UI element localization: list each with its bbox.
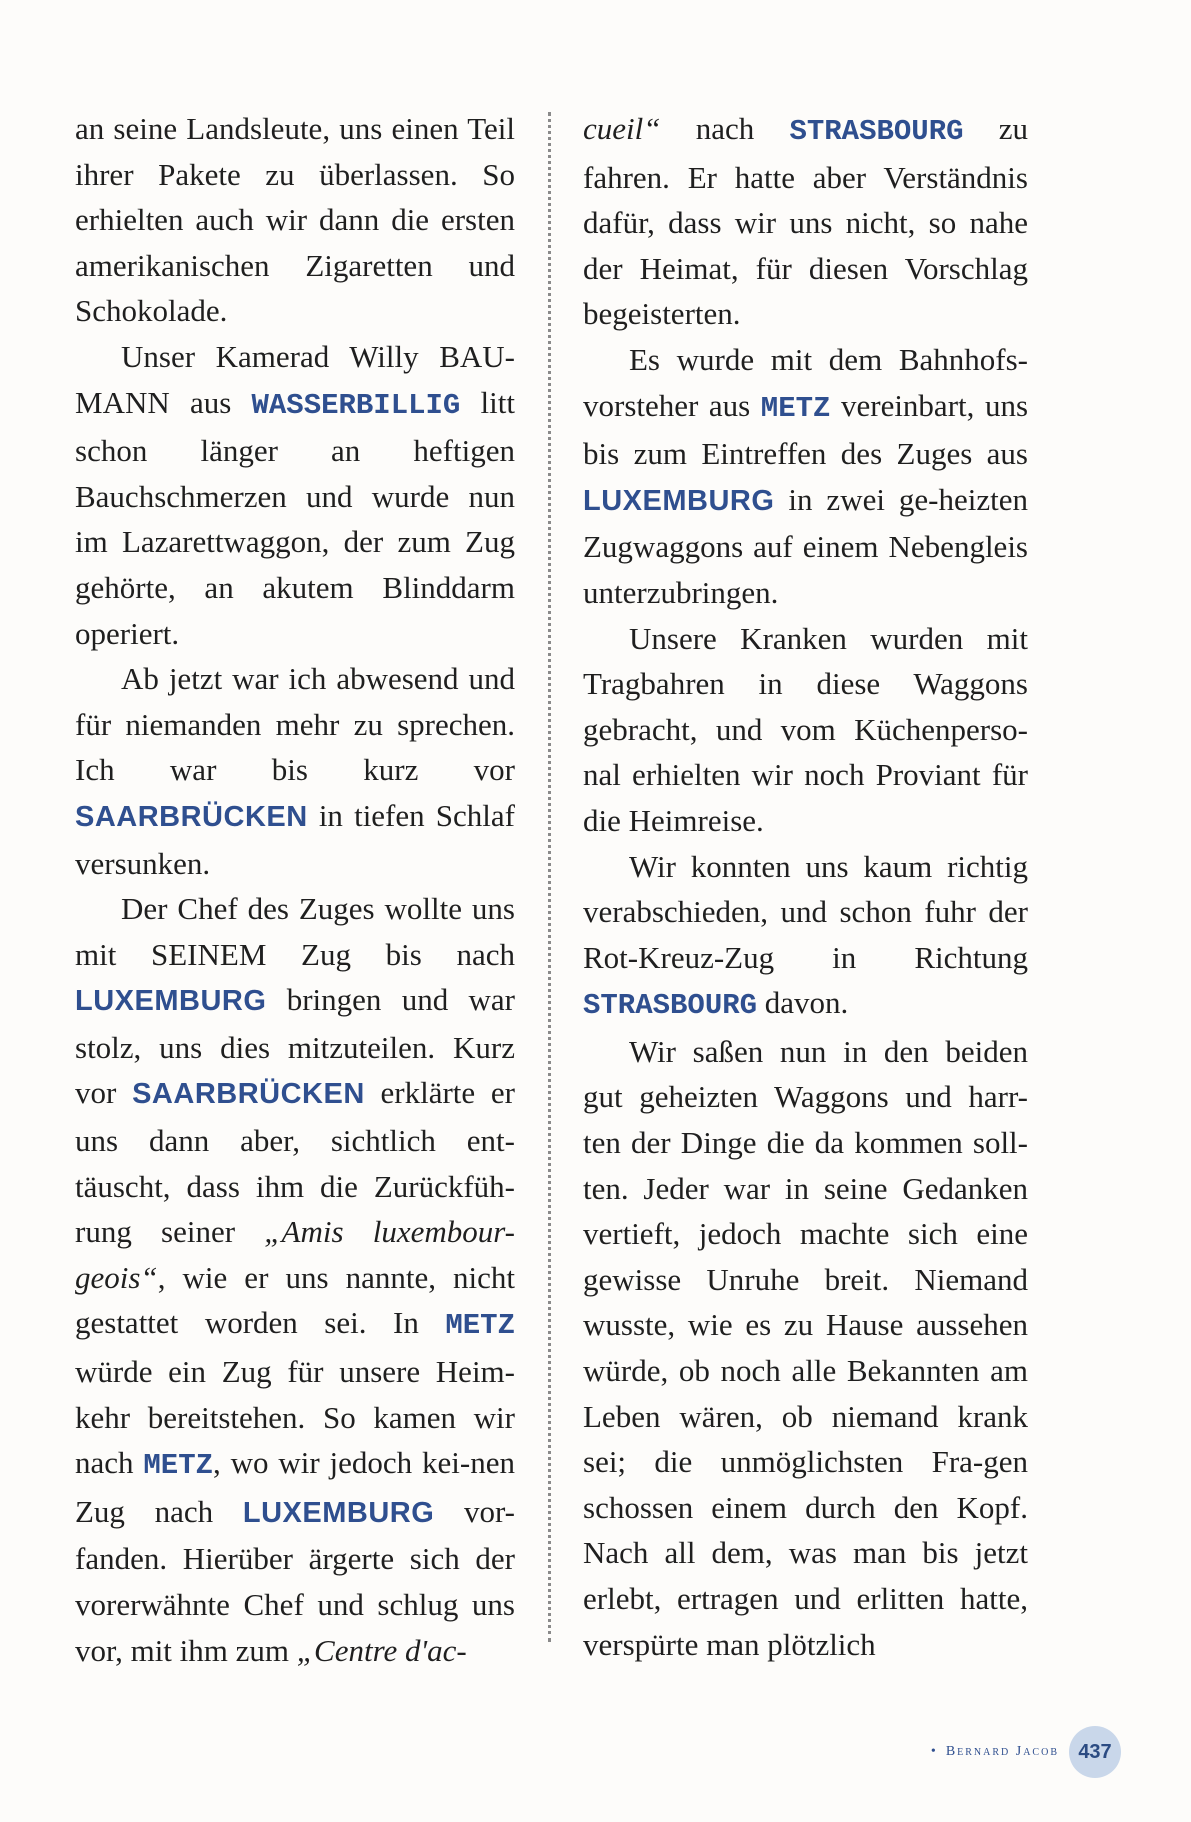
text-run: erklärte er uns dann aber, sichtlich ent-täuscht, dass ihm die Zurückfüh-rung seiner xyxy=(75,1075,516,1250)
paragraph xyxy=(583,1029,1028,1667)
author-name: Bernard Jacob xyxy=(945,1744,1059,1759)
place-name: LUXEMBURG xyxy=(75,985,267,1018)
paragraph xyxy=(583,337,1028,616)
place-name: METZ xyxy=(760,391,831,425)
text-run: davon. xyxy=(757,985,849,1021)
footer-bullet: • xyxy=(930,1744,936,1759)
place-name: LUXEMBURG xyxy=(242,1496,435,1529)
paragraph xyxy=(75,106,515,334)
italic-quote: „Amis luxembour-geois“ xyxy=(75,1214,515,1295)
page-number-badge xyxy=(1069,1726,1121,1778)
paragraph xyxy=(75,886,515,1673)
paragraph xyxy=(583,106,1028,337)
text-run: Ab jetzt war ich abwesend und für niemanden mehr zu sprechen. Ich war bis kurz vor xyxy=(75,661,515,788)
column-divider xyxy=(548,112,551,1642)
page-number: 437 xyxy=(1078,1740,1112,1763)
left-text-column xyxy=(75,106,515,1673)
text-run: litt schon länger an heftigen Bauchschmerzen und wurde nun im Lazarettwaggon, der zum Zug gehörte, an akutem Blinddarm operiert. xyxy=(75,384,515,651)
text-run: Wir saßen nun in den beiden gut geheizten Waggons und harr-ten der Dinge die da kommen soll-ten. Jeder war in seine Gedanken vertieft, jedoch machte sich eine gewisse Unruhe breit. Niemand wusste, wie es zu Hause aussehen würde, ob noch alle Bekannten am Leben wären, ob niemand krank sei; die unmöglichsten Fra-gen schossen einem durch den Kopf. Nach all dem, was man bis jetzt erlebt, ertragen und erlitten hatte, verspürte man plötzlich xyxy=(583,1033,1028,1662)
text-run: an seine Landsleute, uns einen Teil ihrer Pakete zu überlassen. So erhielten auch wir dann die ersten amerikanischen Zigaretten und Schokolade. xyxy=(75,111,515,329)
italic-quote: „Centre d'ac- xyxy=(296,1632,467,1668)
place-name: STRASBOURG xyxy=(583,989,758,1023)
page-footer xyxy=(931,1726,1121,1778)
italic-quote: cueil“ xyxy=(583,111,661,146)
text-run: Unser Kamerad Willy BAU-MANN aus xyxy=(75,338,515,420)
right-text-column xyxy=(583,106,1028,1667)
text-run: zu fahren. Er hatte aber Verständnis dafür, dass wir uns nicht, so nahe der Heimat, für diesen Vorschlag begeisterten. xyxy=(583,111,1028,332)
text-run: in zwei ge-heizten Zugwaggons auf einem Nebengleis unterzubringen. xyxy=(583,481,1028,610)
text-run: Es wurde mit dem Bahnhofs-vorsteher aus xyxy=(583,341,1028,423)
text-run: Unsere Kranken wurden mit Tragbahren in diese Waggons gebracht, und vom Küchenperso-nal erhielten wir noch Proviant für die Heimreise. xyxy=(583,620,1028,838)
place-name: LUXEMBURG xyxy=(583,484,775,517)
place-name: SAARBRÜCKEN xyxy=(75,800,308,833)
text-run: vereinbart, uns bis zum Eintreffen des Zuges aus xyxy=(583,387,1029,472)
text-run: bringen und war stolz, uns dies mitzuteilen. Kurz vor xyxy=(75,982,515,1111)
text-run: Wir konnten uns kaum richtig verabschieden, und schon fuhr der Rot-Kreuz-Zug in Richtung xyxy=(583,848,1028,975)
paragraph xyxy=(583,616,1028,844)
place-name: WASSERBILLIG xyxy=(251,388,461,422)
place-name: METZ xyxy=(143,1449,214,1483)
place-name: METZ xyxy=(445,1309,515,1343)
paragraph xyxy=(75,656,515,886)
text-run: nach xyxy=(660,111,790,146)
text-run: , wie er uns nannte, nicht gestattet worden sei. In xyxy=(75,1259,515,1341)
text-run: Der Chef des Zuges wollte uns mit SEINEM Zug bis nach xyxy=(75,891,515,972)
place-name: STRASBOURG xyxy=(789,115,964,148)
text-run: würde ein Zug für unsere Heim-kehr bereitstehen. So kamen wir nach xyxy=(75,1354,515,1481)
text-run: , wo wir jedoch kei-nen Zug nach xyxy=(75,1445,515,1529)
text-run: vor-fanden. Hierüber ärgerte sich der vorerwähnte Chef und schlug uns vor, mit ihm zum xyxy=(75,1493,515,1668)
text-run: in tiefen Schlaf versunken. xyxy=(75,797,515,881)
place-name: SAARBRÜCKEN xyxy=(132,1078,365,1111)
paragraph xyxy=(75,334,515,656)
paragraph xyxy=(583,844,1028,1029)
